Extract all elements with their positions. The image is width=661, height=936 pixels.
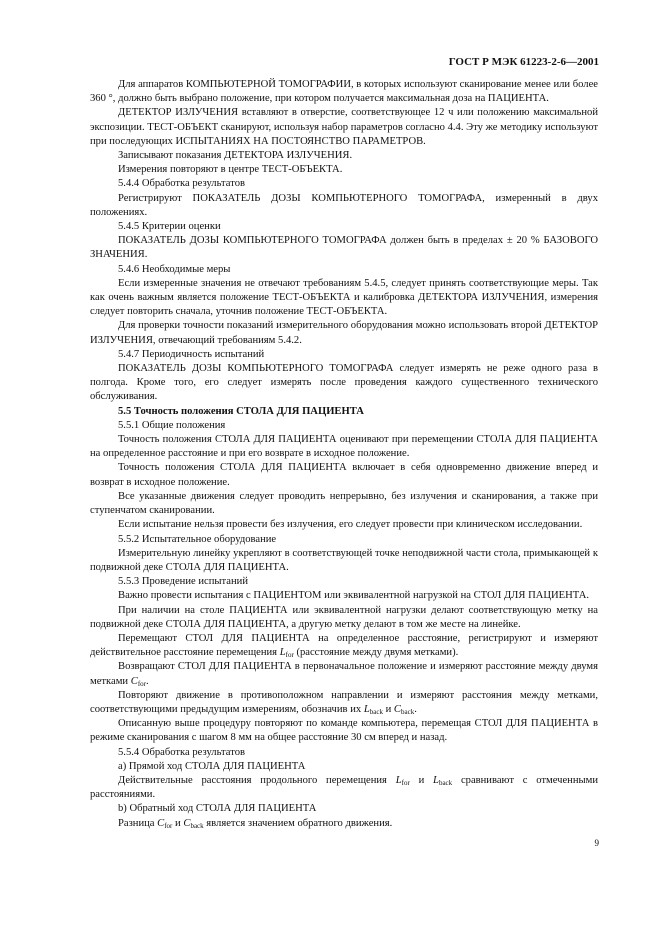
paragraph: 5.5.2 Испытательное оборудование [118,533,277,545]
document-header: ГОСТ Р МЭК 61223-2-6—2001 [448,56,599,68]
paragraph: ДЕТЕКТОР ИЗЛУЧЕНИЯ вставляют в отверстие, соответствующее 12 ч или положению максимальной экспозиции. ТЕСТ-ОБЪЕКТ сканируют, используя набор параметров согласно 4.4. Эту же методику используют при последующих ИСПЫТАНИЯХ НА ПОСТОЯНСТВО ПАРАМЕТРОВ. [90,107,598,147]
paragraph: 5.5.3 Проведение испытаний [118,576,248,588]
paragraph: Если испытание нельзя провести без излучения, его следует провести при клиническом исследовании. [118,519,583,531]
paragraph: Записывают показания ДЕТЕКТОРА ИЗЛУЧЕНИЯ. [118,150,353,162]
paragraph: а) Прямой ход СТОЛА ДЛЯ ПАЦИЕНТА [118,760,306,772]
paragraph: Точность положения СТОЛА ДЛЯ ПАЦИЕНТА включает в себя одновременно движение вперед и возврат в исходное положение. [90,462,598,488]
paragraph: Если измеренные значения не отвечают требованиям 5.4.5, следует принять соответствующие меры. Так как очень важным является положение ТЕСТ-ОБЪЕКТА и калибровка ДЕТЕКТОРА ИЗЛУЧЕНИЯ, измерения следует повторить сначала, уточнив положение ТЕСТ-ОБЪЕКТА. [90,277,598,318]
paragraph: Все указанные движения следует проводить непрерывно, без излучения и сканирования, а также при ступенчатом сканировании. [90,490,598,517]
paragraph: ПОКАЗАТЕЛЬ ДОЗЫ КОМПЬЮТЕРНОГО ТОМОГРАФА должен быть в пределах ± 20 % БАЗОВОГО ЗНАЧЕНИЯ. [90,235,598,261]
paragraph: 5.5 Точность положения СТОЛА ДЛЯ ПАЦИЕНТА [118,405,364,417]
paragraph: 5.4.5 Критерии оценки [118,221,221,233]
paragraph: Разница $C_{for}$ и $C_{back}$ является значением обратного движения. [118,817,393,830]
document-body [90,78,598,831]
paragraph: Важно провести испытания с ПАЦИЕНТОМ или эквивалентной нагрузкой на СТОЛ ДЛЯ ПАЦИЕНТА. [118,590,590,602]
paragraph: Измерительную линейку укрепляют в соответствующей точке неподвижной части стола, примыкающей к подвижной деке СТОЛА ДЛЯ ПАЦИЕНТА. [90,547,598,573]
paragraph: Перемещают СТОЛ ДЛЯ ПАЦИЕНТА на определенное расстояние, регистрируют и измеряют действительное расстояние перемещения $L_{for}$ (расстояние между двумя метками). [90,632,598,660]
paragraph: Описанную выше процедуру повторяют по команде компьютера, перемещая СТОЛ ДЛЯ ПАЦИЕНТА в режиме сканирования с шагом 8 мм на общее расстояние 30 см вперед и назад. [90,718,598,744]
paragraph: Регистрируют ПОКАЗАТЕЛЬ ДОЗЫ КОМПЬЮТЕРНОГО ТОМОГРАФА, измеренный в двух положениях. [90,192,598,218]
paragraph: ПОКАЗАТЕЛЬ ДОЗЫ КОМПЬЮТЕРНОГО ТОМОГРАФА следует измерять не реже одного раза в полгода. Кроме того, его следует измерять после проведения каждого существенного технического обслуживания. [90,363,598,403]
paragraph: Точность положения СТОЛА ДЛЯ ПАЦИЕНТА оценивают при перемещении СТОЛА ДЛЯ ПАЦИЕНТА на определенное расстояние и при его возврате в исходное положение. [90,434,598,460]
paragraph: При наличии на столе ПАЦИЕНТА или эквивалентной нагрузки делают соответствующую метку на подвижной деке СТОЛА ДЛЯ ПАЦИЕНТА, а другую метку делают в том же месте на линейке. [90,604,598,630]
paragraph: 5.5.1 Общие положения [118,419,226,431]
paragraph: b) Обратный ход СТОЛА ДЛЯ ПАЦИЕНТА [118,803,317,815]
paragraph: Действительные расстояния продольного перемещения $L_{for}$ и $L_{back}$ сравнивают с отмеченными расстояниями. [90,774,599,801]
paragraph: 5.4.4 Обработка результатов [118,178,245,190]
paragraph: Для аппаратов КОМПЬЮТЕРНОЙ ТОМОГРАФИИ, в которых используют сканирование менее или более 360 °, должно быть выбрано положение, при котором получается максимальная доза на ПАЦИЕНТА. [90,79,598,105]
paragraph: Для проверки точности показаний измерительного оборудования можно использовать второй ДЕТЕКТОР ИЗЛУЧЕНИЯ, отвечающий требованиям 5.4.2. [90,320,598,346]
page-number: 9 [594,838,599,848]
paragraph: Возвращают СТОЛ ДЛЯ ПАЦИЕНТА в первоначальное положение и измеряют расстояние между двумя метками $C_{for}$. [90,661,598,688]
paragraph: Повторяют движение в противоположном направлении и измеряют расстояния между метками, соответствующими предыдущим измерениям, обозначив их $L_{back}$ и $C_{back}$. [90,689,598,716]
paragraph: Измерения повторяют в центре ТЕСТ-ОБЪЕКТА. [118,164,343,176]
paragraph: 5.5.4 Обработка результатов [118,746,245,758]
paragraph: 5.4.6 Необходимые меры [118,263,231,275]
paragraph: 5.4.7 Периодичность испытаний [118,348,265,360]
